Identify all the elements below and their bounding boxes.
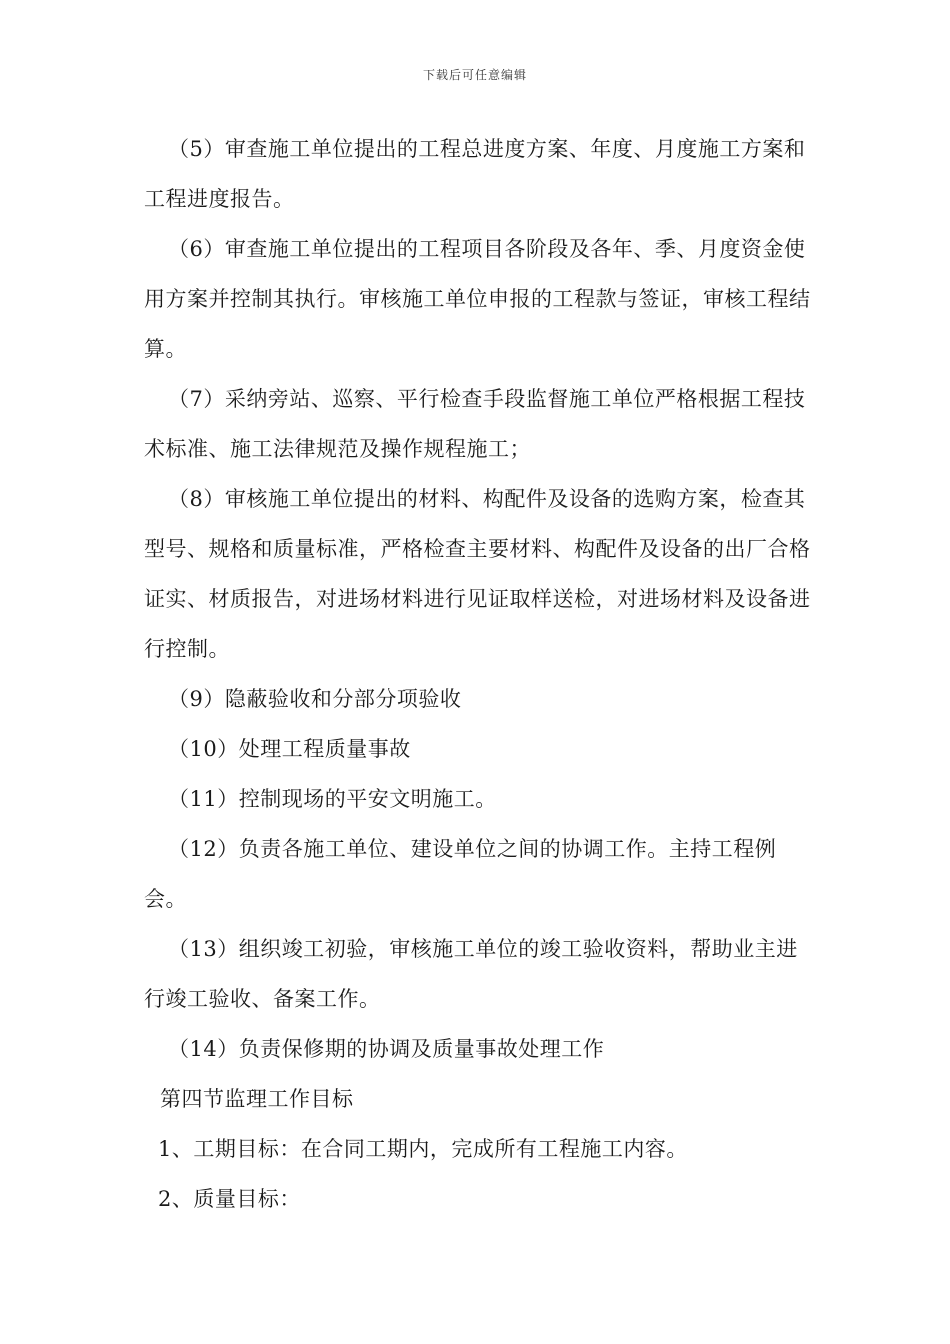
paragraph-item-12: （12）负责各施工单位、建设单位之间的协调工作。主持工程例会。	[144, 837, 777, 911]
document-body	[144, 124, 812, 1224]
paragraph-item-9: （9）隐蔽验收和分部分项验收	[168, 687, 462, 711]
paragraph-item-13: （13）组织竣工初验，审核施工单位的竣工验收资料，帮助业主进行竣工验收、备案工作。	[144, 937, 798, 1011]
page-header: 下载后可任意编辑	[422, 68, 527, 82]
goal-item-1: 1、工期目标：在合同工期内，完成所有工程施工内容。	[158, 1137, 688, 1161]
paragraph-item-5: （5）审查施工单位提出的工程总进度方案、年度、月度施工方案和工程进度报告。	[144, 137, 806, 211]
paragraph-item-10: （10）处理工程质量事故	[168, 737, 411, 761]
paragraph-item-7: （7）采纳旁站、巡察、平行检查手段监督施工单位严格根据工程技术标准、施工法律规范及操作规程施工；	[144, 387, 806, 461]
goal-item-2: 2、质量目标：	[158, 1187, 301, 1211]
paragraph-item-8: （8）审核施工单位提出的材料、构配件及设备的选购方案，检查其型号、规格和质量标准，严格检查主要材料、构配件及设备的出厂合格证实、材质报告，对进场材料进行见证取样送检，对进场材料及设备进行控制。	[144, 487, 811, 661]
section-title: 第四节监理工作目标	[160, 1087, 354, 1111]
paragraph-item-11: （11）控制现场的平安文明施工。	[168, 787, 497, 811]
paragraph-item-6: （6）审查施工单位提出的工程项目各阶段及各年、季、月度资金使用方案并控制其执行。审核施工单位申报的工程款与签证，审核工程结算。	[144, 237, 811, 361]
paragraph-item-14: （14）负责保修期的协调及质量事故处理工作	[168, 1037, 605, 1061]
